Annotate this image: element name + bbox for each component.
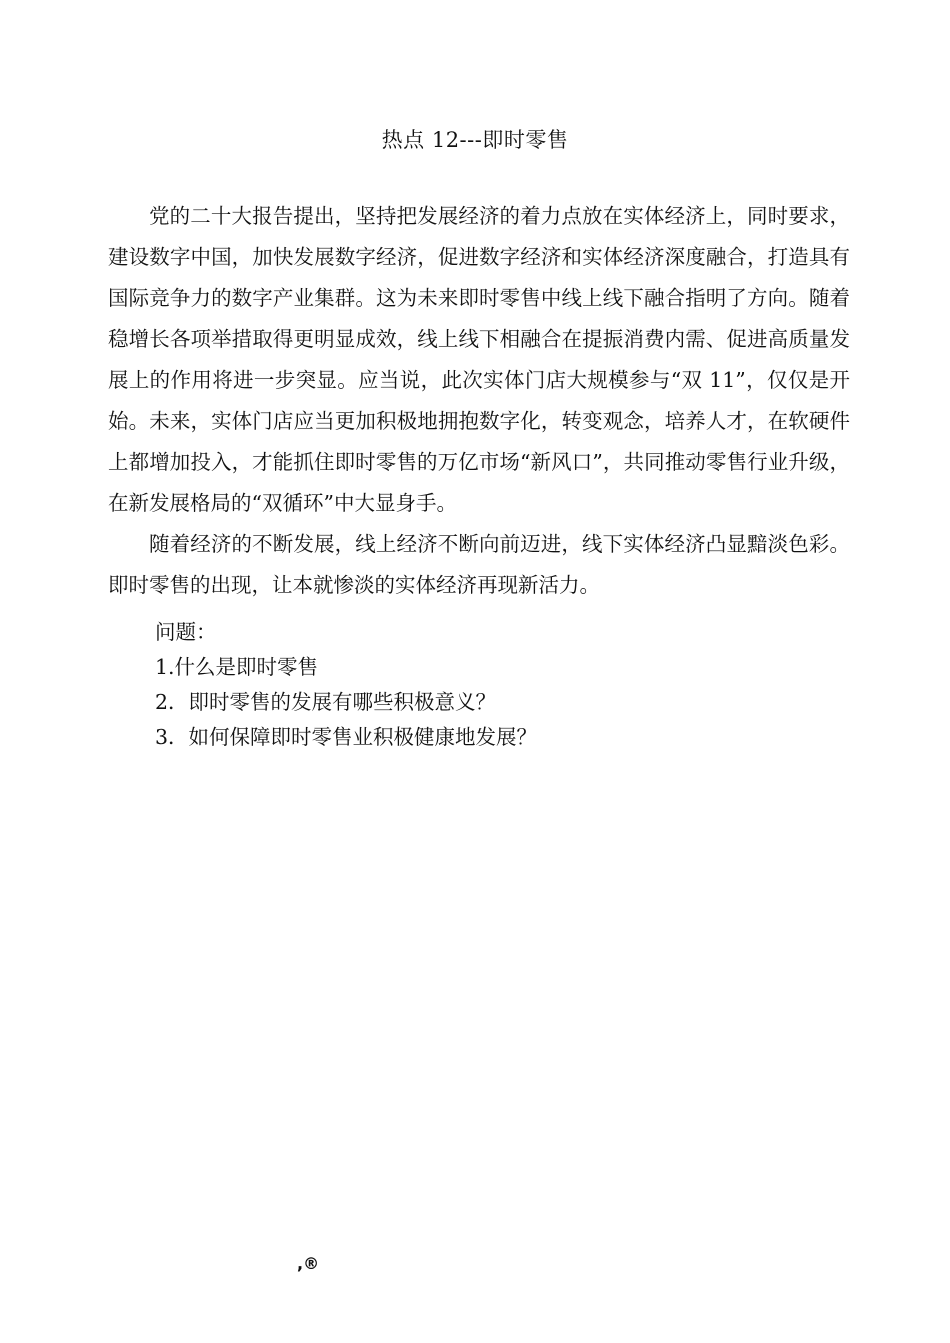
question-item-1: 1.什么是即时零售 xyxy=(155,655,319,679)
body-text xyxy=(108,196,850,606)
footer-mark: ,® xyxy=(297,1254,320,1273)
questions-section xyxy=(155,615,855,755)
question-item-2: 2．即时零售的发展有哪些积极意义？ xyxy=(155,690,497,714)
paragraph-1: 党的二十大报告提出，坚持把发展经济的着力点放在实体经济上，同时要求，建设数字中国，加快发展数字经济，促进数字经济和实体经济深度融合，打造具有国际竞争力的数字产业集群。这为未来即时零售中线上线下融合指明了方向。随着稳增长各项举措取得更明显成效，线上线下相融合在提振消费内需、促进高质量发展上的作用将进一步突显。应当说，此次实体门店大规模参与“双 11”，仅仅是开始。未来，实体门店应当更加积极地拥抱数字化，转变观念，培养人才，在软硬件上都增加投入，才能抓住即时零售的万亿市场“新风口”，共同推动零售行业升级，在新发展格局的“双循环”中大显身手。 xyxy=(108,204,850,515)
page-title: 热点 12---即时零售 xyxy=(381,128,569,152)
questions-heading: 问题： xyxy=(155,620,217,644)
paragraph-2: 随着经济的不断发展，线上经济不断向前迈进，线下实体经济凸显黯淡色彩。即时零售的出现，让本就惨淡的实体经济再现新活力。 xyxy=(108,532,850,597)
question-item-3: 3．如何保障即时零售业积极健康地发展？ xyxy=(155,725,538,749)
